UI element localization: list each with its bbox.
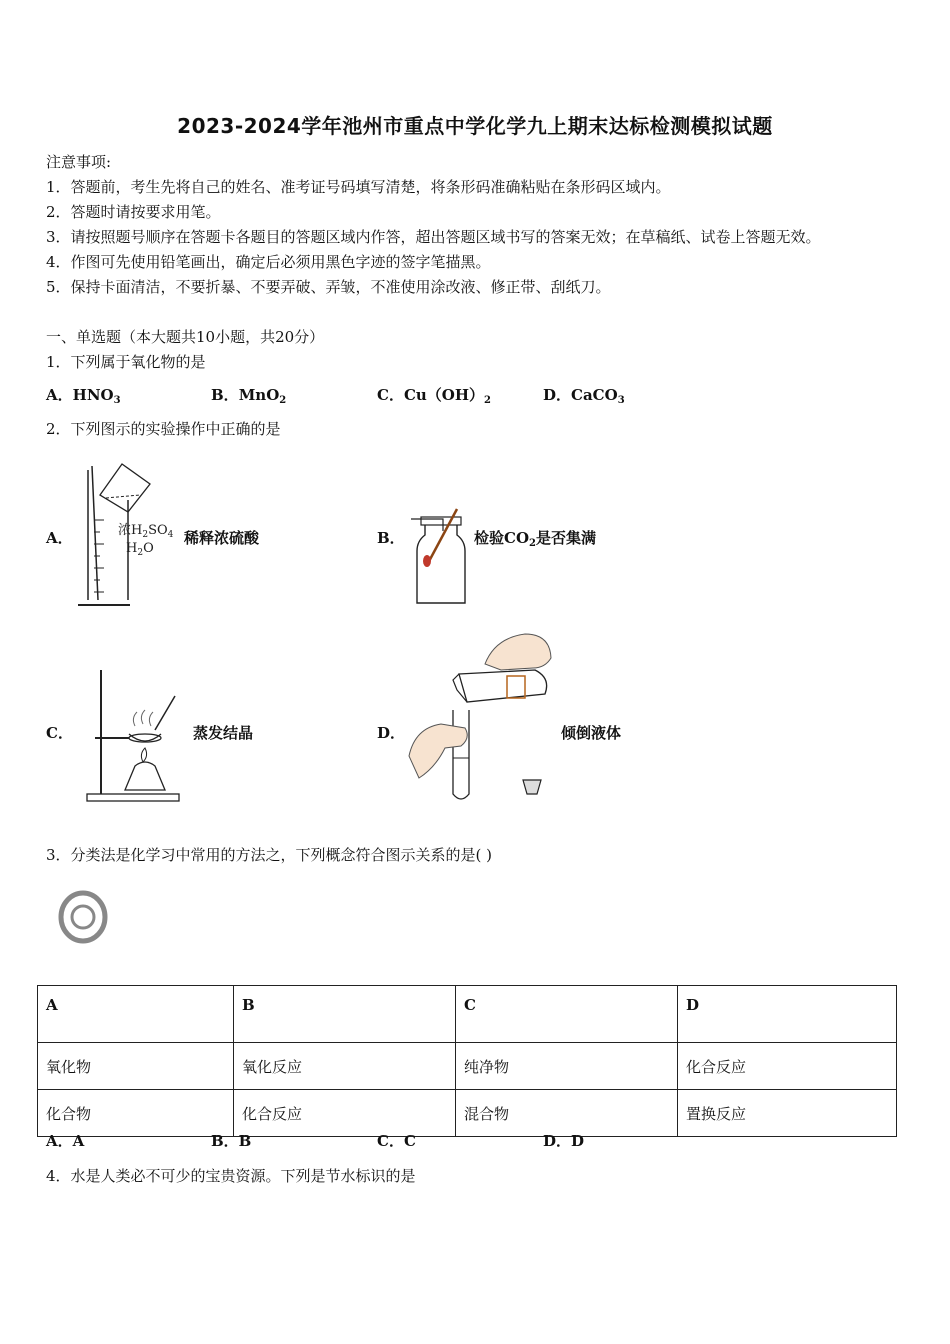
gas-bottle-figure (405, 505, 473, 607)
note-item-3: 3．请按照题号顺序在答题卡各题目的答题区域内作答，超出答题区域书写的答案无效；在草稿纸、试卷上答题无效。 (46, 228, 821, 246)
q2-option-d-label: D． (377, 724, 406, 742)
q2-option-c-label: C． (46, 724, 73, 742)
q2-option-a-text: 稀释浓硫酸 (184, 529, 260, 547)
q2-option-d-text: 倾倒液体 (561, 724, 622, 742)
q3-option-a: A．A (46, 1132, 85, 1150)
section-heading: 一、单选题（本大题共10小题，共20分） (46, 328, 325, 346)
dilute-acid-figure (70, 460, 180, 610)
table-cell: 置换反应 (678, 1090, 897, 1137)
notes-heading: 注意事项: (46, 153, 112, 171)
q2-option-c-text: 蒸发结晶 (193, 724, 254, 742)
note-item-5: 5．保持卡面清洁，不要折暴、不要弄破、弄皱，不准使用涂改液、修正带、刮纸刀。 (46, 278, 611, 296)
q2-option-b-text: 检验$CO_2$是否集满 (474, 529, 596, 549)
q3-stem: 3．分类法是化学习中常用的方法之，下列概念符合图示关系的是( ) (46, 846, 493, 864)
q1-option-a: A．$HNO_3$ (46, 386, 121, 406)
table-cell: 氧化反应 (234, 1043, 456, 1090)
pouring-liquid-figure (405, 628, 555, 808)
table-header-d: D (678, 986, 897, 1043)
table-header-c: C (456, 986, 678, 1043)
note-item-2: 2．答题时请按要求用笔。 (46, 203, 221, 221)
evaporation-figure (85, 666, 185, 806)
table-header-a: A (38, 986, 234, 1043)
q3-option-d: D．D (543, 1132, 585, 1150)
table-cell: 化合反应 (678, 1043, 897, 1090)
q3-option-b: B．B (211, 1132, 252, 1150)
table-row (38, 1090, 897, 1137)
table-cell: 化合反应 (234, 1090, 456, 1137)
q2-option-b-label: B． (377, 529, 405, 547)
svg-text:H2O: $H_2O$ (126, 541, 154, 558)
q2-option-a-label: A． (46, 529, 73, 547)
page-title: 2023-2024学年池州市重点中学化学九上期末达标检测模拟试题 (177, 114, 773, 138)
q3-table (37, 985, 897, 1137)
note-item-1: 1．答题前，考生先将自己的姓名、准考证号码填写清楚，将条形码准确粘贴在条形码区域内。 (46, 178, 671, 196)
q3-option-c: C．C (377, 1132, 416, 1150)
q4-stem: 4．水是人类必不可少的宝贵资源。下列是节水标识的是 (46, 1167, 416, 1185)
q2-stem: 2．下列图示的实验操作中正确的是 (46, 420, 281, 438)
q1-option-c: C．$Cu(OH)_2$ (377, 386, 492, 406)
q1-option-b: B．MnO$_2$ (211, 386, 287, 406)
table-cell: 混合物 (456, 1090, 678, 1137)
table-header-b: B (234, 986, 456, 1043)
svg-text:浓H2SO4: 浓$H_2SO_4$ (118, 523, 174, 540)
table-cell: 化合物 (38, 1090, 234, 1137)
table-cell: 纯净物 (456, 1043, 678, 1090)
q1-stem: 1．下列属于氧化物的是 (46, 353, 206, 371)
q1-option-d: D．CaCO$_3$ (543, 386, 625, 406)
table-row (38, 1043, 897, 1090)
note-item-4: 4．作图可先使用铅笔画出，确定后必须用黑色字迹的签字笔描黑。 (46, 253, 491, 271)
table-row (38, 986, 897, 1043)
concentric-circles-figure (56, 888, 110, 946)
table-cell: 氧化物 (38, 1043, 234, 1090)
